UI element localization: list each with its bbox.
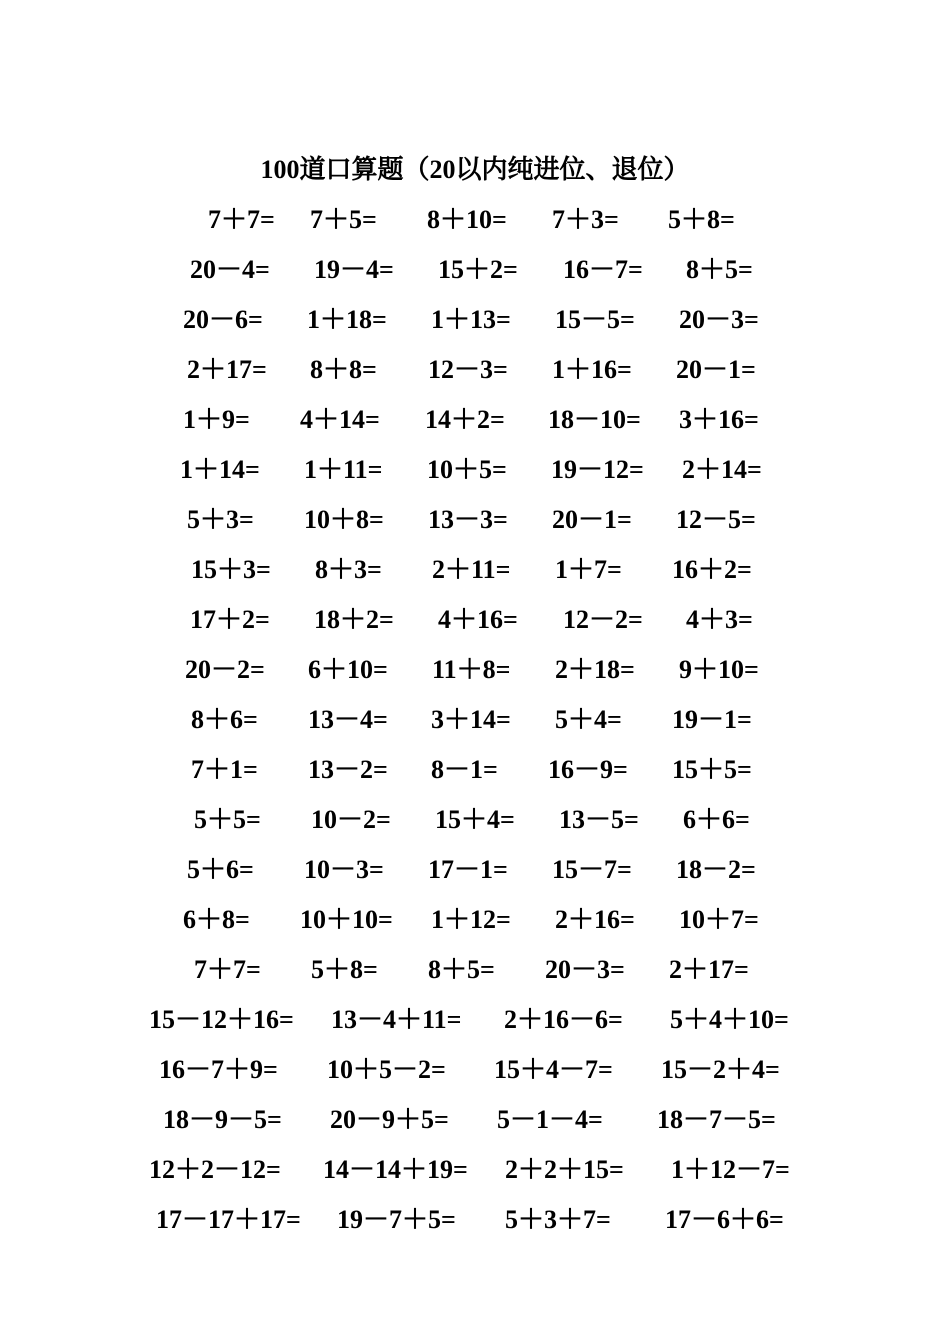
math-problem: 18＋2=: [314, 605, 394, 634]
math-problem: 5＋4=: [555, 705, 622, 734]
math-problem: 1＋12=: [431, 905, 511, 934]
math-problem: 5＋6=: [187, 855, 254, 884]
problem-row: [0, 550, 950, 590]
math-problem: 13－4＋11=: [331, 1005, 462, 1034]
math-problem: 1＋13=: [431, 305, 511, 334]
problem-row: [0, 200, 950, 240]
problem-row: [0, 1200, 950, 1240]
math-problem: 5＋8=: [311, 955, 378, 984]
math-problem: 1＋7=: [555, 555, 622, 584]
math-problem: 5＋3＋7=: [505, 1205, 611, 1234]
math-problem: 1＋9=: [183, 405, 250, 434]
math-problem: 14－14＋19=: [323, 1155, 468, 1184]
problem-row: [0, 950, 950, 990]
math-problem: 5＋4＋10=: [670, 1005, 789, 1034]
math-problem: 12－5=: [676, 505, 756, 534]
math-problem: 20－1=: [552, 505, 632, 534]
math-problem: 12－3=: [428, 355, 508, 384]
problem-row: [0, 800, 950, 840]
math-problem: 20－4=: [190, 255, 270, 284]
math-problem: 18－2=: [676, 855, 756, 884]
math-problem: 13－3=: [428, 505, 508, 534]
math-problem: 2＋17=: [669, 955, 749, 984]
problem-row: [0, 1000, 950, 1040]
math-problem: 8－1=: [431, 755, 498, 784]
math-problem: 18－9－5=: [163, 1105, 282, 1134]
math-problem: 17＋2=: [190, 605, 270, 634]
math-problem: 2＋2＋15=: [505, 1155, 624, 1184]
math-problem: 19－12=: [551, 455, 644, 484]
math-problem: 12－2=: [563, 605, 643, 634]
math-problem: 15－7=: [552, 855, 632, 884]
math-problem: 20－2=: [185, 655, 265, 684]
math-problem: 1＋12－7=: [671, 1155, 790, 1184]
math-problem: 1＋16=: [552, 355, 632, 384]
math-problem: 5＋8=: [668, 205, 735, 234]
problem-row: [0, 750, 950, 790]
math-problem: 12＋2－12=: [149, 1155, 281, 1184]
math-problem: 2＋18=: [555, 655, 635, 684]
problem-row: [0, 400, 950, 440]
math-problem: 7＋5=: [310, 205, 377, 234]
math-problem: 3＋16=: [679, 405, 759, 434]
math-problem: 20－3=: [679, 305, 759, 334]
math-problem: 19－1=: [672, 705, 752, 734]
problem-row: [0, 650, 950, 690]
math-problem: 19－7＋5=: [337, 1205, 456, 1234]
math-problem: 10＋10=: [300, 905, 393, 934]
math-problem: 15＋5=: [672, 755, 752, 784]
math-problem: 19－4=: [314, 255, 394, 284]
page-title: 100道口算题（20以内纯进位、退位）: [260, 155, 690, 184]
math-problem: 20－3=: [545, 955, 625, 984]
problem-row: [0, 700, 950, 740]
math-problem: 15－12＋16=: [149, 1005, 294, 1034]
math-problem: 5－1－4=: [497, 1105, 603, 1134]
math-problem: 4＋3=: [686, 605, 753, 634]
math-problem: 7＋3=: [552, 205, 619, 234]
math-problem: 8＋8=: [310, 355, 377, 384]
math-problem: 15＋2=: [438, 255, 518, 284]
problem-row: [0, 1050, 950, 1090]
problem-row: [0, 1100, 950, 1140]
problem-row: [0, 300, 950, 340]
math-problem: 5＋3=: [187, 505, 254, 534]
problem-row: [0, 900, 950, 940]
math-problem: 13－2=: [308, 755, 388, 784]
math-problem: 2＋11=: [432, 555, 511, 584]
problem-row: [0, 500, 950, 540]
math-problem: 20－9＋5=: [330, 1105, 449, 1134]
math-problem: 10－3=: [304, 855, 384, 884]
math-problem: 6＋10=: [308, 655, 388, 684]
math-problem: 4＋14=: [300, 405, 380, 434]
math-problem: 9＋10=: [679, 655, 759, 684]
math-problem: 8＋5=: [428, 955, 495, 984]
math-problem: 13－4=: [308, 705, 388, 734]
math-problem: 8＋5=: [686, 255, 753, 284]
math-problem: 14＋2=: [425, 405, 505, 434]
math-problem: 15＋4=: [435, 805, 515, 834]
math-problem: 6＋8=: [183, 905, 250, 934]
math-problem: 17－17＋17=: [156, 1205, 301, 1234]
problem-row: [0, 600, 950, 640]
math-problem: 2＋16=: [555, 905, 635, 934]
math-problem: 7＋7=: [208, 205, 275, 234]
problem-row: [0, 250, 950, 290]
problem-row: [0, 450, 950, 490]
math-problem: 2＋14=: [682, 455, 762, 484]
math-problem: 17－6＋6=: [665, 1205, 784, 1234]
math-problem: 16－7=: [563, 255, 643, 284]
math-problem: 7＋1=: [191, 755, 258, 784]
math-problem: 1＋14=: [180, 455, 260, 484]
math-problem: 11＋8=: [432, 655, 511, 684]
problem-row: [0, 1150, 950, 1190]
math-problem: 17－1=: [428, 855, 508, 884]
math-problem: 10＋8=: [304, 505, 384, 534]
math-problem: 16－7＋9=: [159, 1055, 278, 1084]
math-problem: 10＋7=: [679, 905, 759, 934]
math-problem: 6＋6=: [683, 805, 750, 834]
math-problem: 4＋16=: [438, 605, 518, 634]
math-problem: 8＋3=: [315, 555, 382, 584]
math-problem: 3＋14=: [431, 705, 511, 734]
math-problem: 15＋3=: [191, 555, 271, 584]
math-problem: 20－6=: [183, 305, 263, 334]
math-problem: 8＋10=: [427, 205, 507, 234]
math-problem: 5＋5=: [194, 805, 261, 834]
math-problem: 7＋7=: [194, 955, 261, 984]
problem-row: [0, 850, 950, 890]
math-problem: 10＋5－2=: [327, 1055, 446, 1084]
math-problem: 15－5=: [555, 305, 635, 334]
math-problem: 10－2=: [311, 805, 391, 834]
math-problem: 18－10=: [548, 405, 641, 434]
math-problem: 20－1=: [676, 355, 756, 384]
math-problem: 10＋5=: [427, 455, 507, 484]
math-problem: 1＋11=: [304, 455, 383, 484]
problem-row: [0, 350, 950, 390]
math-problem: 1＋18=: [307, 305, 387, 334]
math-problem: 16－9=: [548, 755, 628, 784]
math-problem: 15－2＋4=: [661, 1055, 780, 1084]
math-problem: 2＋16－6=: [504, 1005, 623, 1034]
math-problem: 13－5=: [559, 805, 639, 834]
math-problem: 18－7－5=: [657, 1105, 776, 1134]
math-problem: 16＋2=: [672, 555, 752, 584]
math-problem: 8＋6=: [191, 705, 258, 734]
math-problem: 2＋17=: [187, 355, 267, 384]
math-problem: 15＋4－7=: [494, 1055, 613, 1084]
